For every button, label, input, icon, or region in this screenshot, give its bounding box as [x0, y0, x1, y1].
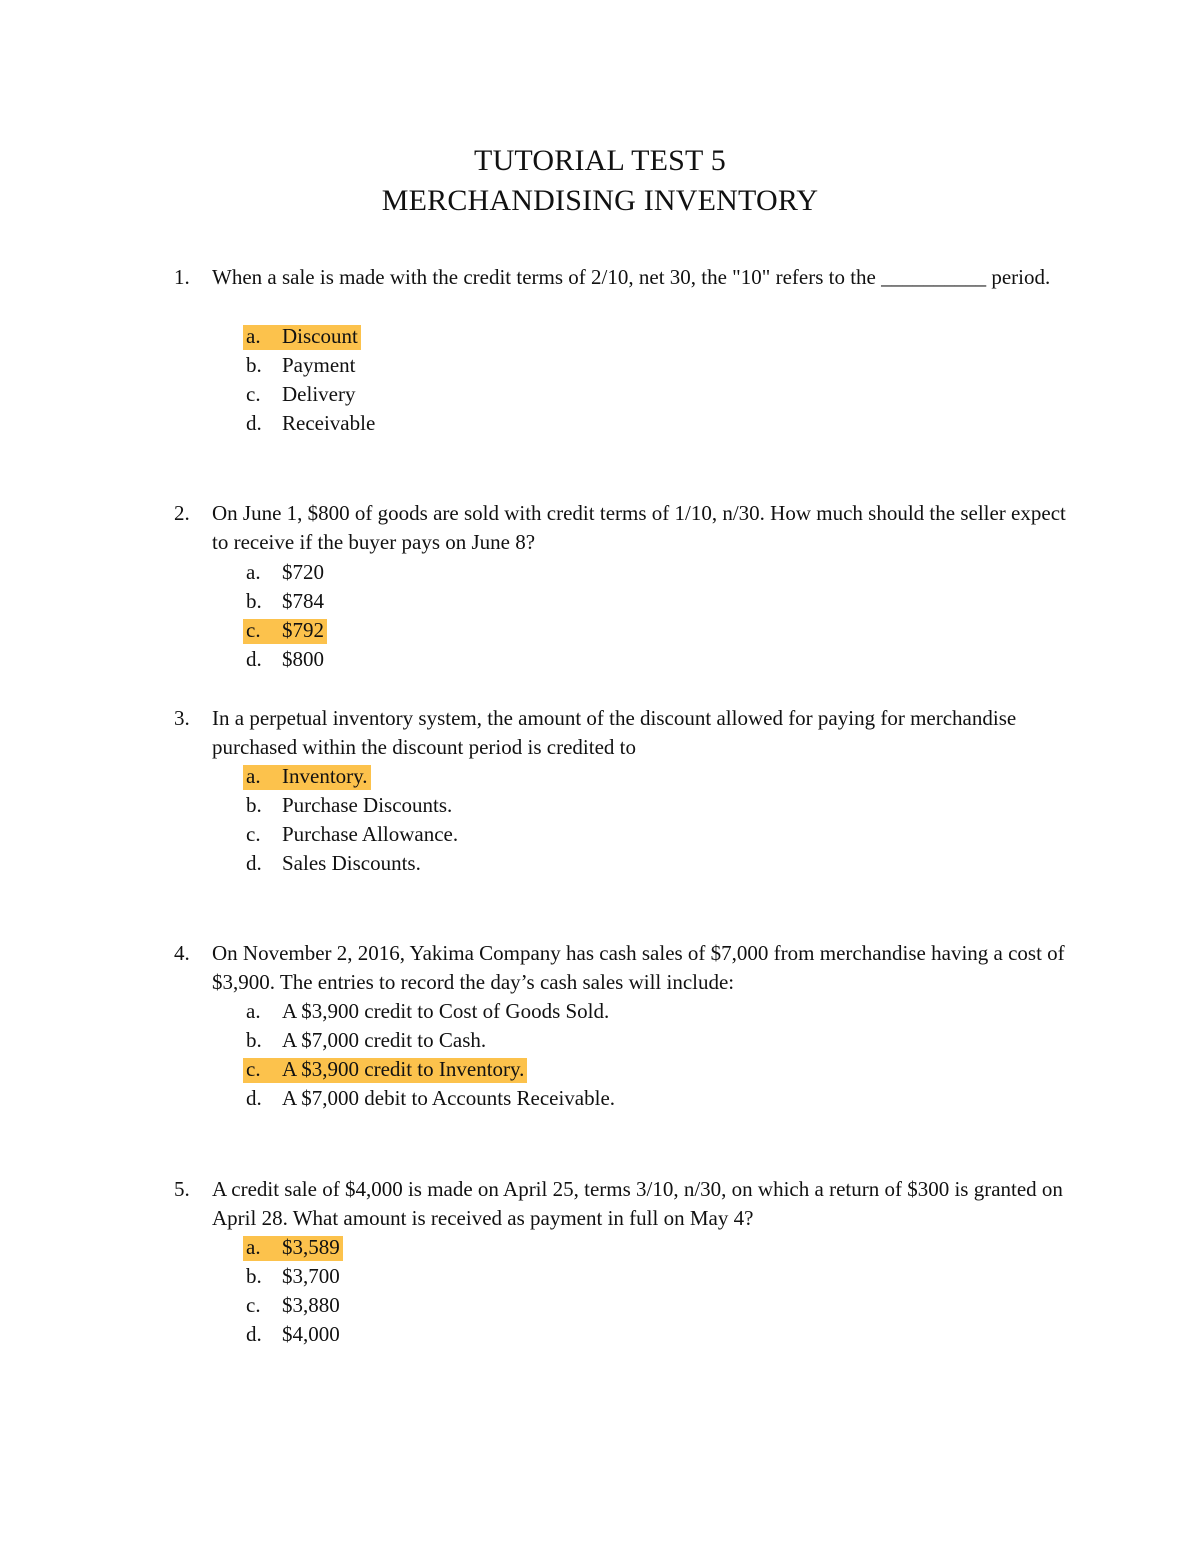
- option-letter: d.: [246, 1322, 262, 1346]
- option-letter: a.: [246, 764, 261, 788]
- option-text: Delivery: [282, 382, 356, 406]
- question-text: On November 2, 2016, Yakima Company has cash sales of $7,000 from merchandise having a cost of $3,900. The entries to record the day’s cash sales will include:: [212, 941, 1065, 994]
- option-text: Purchase Allowance.: [282, 822, 459, 846]
- option-text: A $7,000 credit to Cash.: [282, 1028, 487, 1052]
- option-letter: a.: [246, 999, 261, 1023]
- option-text: $3,700: [282, 1264, 340, 1288]
- question-text: On June 1, $800 of goods are sold with credit terms of 1/10, n/30. How much should the seller expect to receive if the buyer pays on June 8?: [212, 501, 1066, 554]
- document-title: TUTORIAL TEST 5: [474, 144, 726, 177]
- option-text: Payment: [282, 353, 356, 377]
- option-letter: c.: [246, 382, 261, 406]
- option-letter: d.: [246, 647, 262, 671]
- option-letter: a.: [246, 560, 261, 584]
- option-letter: b.: [246, 1264, 262, 1288]
- option-text: Receivable: [282, 411, 376, 435]
- question-number: 1.: [174, 265, 190, 289]
- option-text: $800: [282, 647, 324, 671]
- option-letter: d.: [246, 851, 262, 875]
- question-number: 5.: [174, 1177, 190, 1201]
- option-letter: c.: [246, 618, 261, 642]
- option-text: A $3,900 credit to Inventory.: [282, 1057, 525, 1081]
- option-letter: d.: [246, 411, 262, 435]
- option-letter: c.: [246, 1293, 261, 1317]
- option-text: Purchase Discounts.: [282, 793, 453, 817]
- option-text: Sales Discounts.: [282, 851, 421, 875]
- option-text: $3,880: [282, 1293, 340, 1317]
- question-number: 4.: [174, 941, 190, 965]
- question-number: 2.: [174, 501, 190, 525]
- option-letter: c.: [246, 1057, 261, 1081]
- option-text: Inventory.: [282, 764, 368, 788]
- option-text: $792: [282, 618, 324, 642]
- question-text: In a perpetual inventory system, the amount of the discount allowed for paying for merchandise purchased within the discount period is credited to: [212, 706, 1017, 759]
- option-text: $784: [282, 589, 324, 613]
- option-letter: b.: [246, 1028, 262, 1052]
- option-letter: a.: [246, 1235, 261, 1259]
- option-text: A $7,000 debit to Accounts Receivable.: [282, 1086, 616, 1110]
- document-subtitle: MERCHANDISING INVENTORY: [381, 184, 819, 217]
- option-text: Discount: [282, 324, 358, 348]
- question-text: A credit sale of $4,000 is made on April 25, terms 3/10, n/30, on which a return of $300 is granted on April 28. What amount is received as payment in full on May 4?: [212, 1177, 1063, 1230]
- question-text: When a sale is made with the credit terms of 2/10, net 30, the "10" refers to the __________ period.: [212, 265, 1051, 289]
- option-text: $720: [282, 560, 324, 584]
- option-letter: b.: [246, 589, 262, 613]
- option-letter: c.: [246, 822, 261, 846]
- option-letter: d.: [246, 1086, 262, 1110]
- option-letter: a.: [246, 324, 261, 348]
- option-text: $4,000: [282, 1322, 340, 1346]
- option-letter: b.: [246, 353, 262, 377]
- option-letter: b.: [246, 793, 262, 817]
- option-text: $3,589: [282, 1235, 340, 1259]
- option-text: A $3,900 credit to Cost of Goods Sold.: [282, 999, 610, 1023]
- question-number: 3.: [174, 706, 190, 730]
